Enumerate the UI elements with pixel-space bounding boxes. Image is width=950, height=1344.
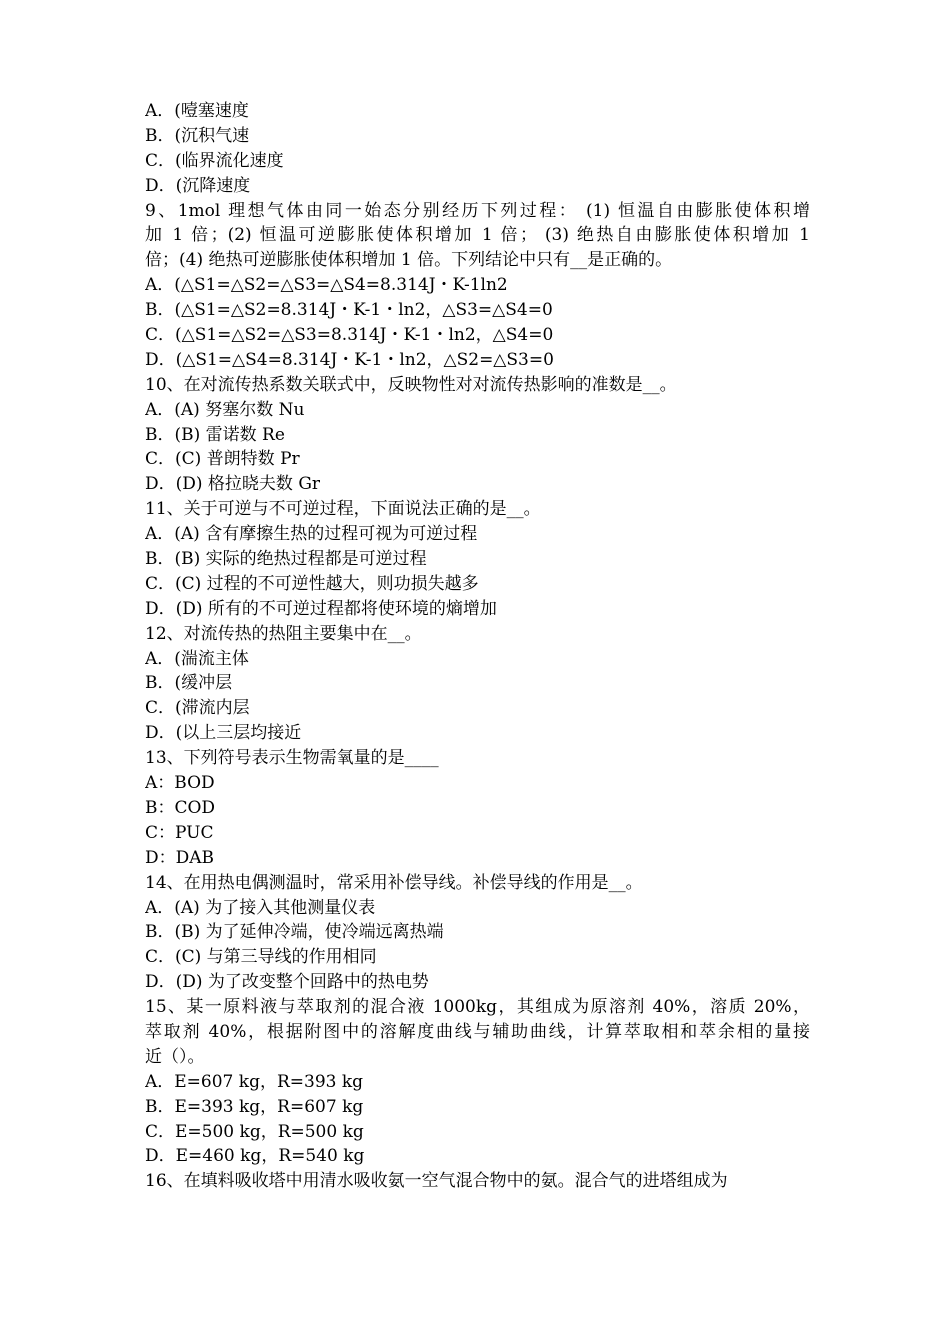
option-c: C．(C) 与第三导线的作用相同 [145, 947, 377, 968]
option-a: A．(湍流主体 [145, 648, 249, 669]
option-c: C．(临界流化速度 [145, 150, 284, 171]
option-b: B．(B) 雷诺数 Re [145, 424, 285, 445]
option-b: B．(△S1=△S2=8.314J・K-1・ln2，△S3=△S4=0 [145, 300, 553, 321]
option-a: A．(噎塞速度 [145, 101, 249, 121]
option-d: D．(以上三层均接近 [145, 723, 302, 744]
question-13: 13、下列符号表示生物需氧量的是____ [145, 748, 439, 769]
question-11: 11、关于可逆与不可逆过程，下面说法正确的是__。 [145, 499, 541, 520]
question-15-line-3: 近（）。 [145, 1046, 205, 1067]
option-d: D：DAB [145, 847, 215, 868]
option-c: C．E=500 kg，R=500 kg [145, 1121, 364, 1142]
question-9-line-1: 9、1mol 理想气体由同一始态分别经历下列过程： (1) 恒温自由膨胀使体积增 [145, 200, 810, 221]
option-b: B．(缓冲层 [145, 673, 233, 694]
option-c: C．(△S1=△S2=△S3=8.314J・K-1・ln2，△S4=0 [145, 325, 554, 346]
option-d: D．(D) 为了改变整个回路中的热电势 [145, 972, 429, 993]
question-9-line-3: 倍；(4) 绝热可逆膨胀使体积增加 1 倍。下列结论中只有__是正确的。 [145, 250, 673, 271]
option-b: B．E=393 kg，R=607 kg [145, 1096, 364, 1117]
question-10: 10、在对流传热系数关联式中，反映物性对对流传热影响的准数是__。 [145, 374, 677, 395]
question-15-line-2: 萃取剂 40%，根据附图中的溶解度曲线与辅助曲线，计算萃取相和萃余相的量接 [145, 1021, 810, 1042]
option-a: A．(A) 含有摩擦生热的过程可视为可逆过程 [145, 524, 478, 545]
option-d: D．(沉降速度 [145, 175, 251, 196]
option-d: D．(D) 格拉晓夫数 Gr [145, 474, 321, 495]
option-b: B．(B) 为了延伸冷端，使冷端远离热端 [145, 922, 444, 943]
option-a: A．(A) 为了接入其他测量仪表 [145, 897, 376, 918]
option-c: C．(C) 普朗特数 Pr [145, 449, 300, 470]
question-12: 12、对流传热的热阻主要集中在__。 [145, 623, 422, 644]
option-d: D．(D) 所有的不可逆过程都将使环境的熵增加 [145, 598, 497, 619]
question-15-line-1: 15、某一原料液与萃取剂的混合液 1000kg，其组成为原溶剂 40%，溶质 20%， [145, 997, 810, 1018]
option-c: C：PUC [145, 822, 214, 843]
document-page [145, 99, 810, 1194]
option-b: B．(沉积气速 [145, 125, 250, 146]
option-a: A．(A) 努塞尔数 Nu [145, 399, 305, 420]
option-a: A：BOD [145, 773, 215, 794]
question-9-line-2: 加 1 倍；(2) 恒温可逆膨胀使体积增加 1 倍； (3) 绝热自由膨胀使体积增加 1 [145, 225, 810, 246]
question-16-line-1: 16、在填料吸收塔中用清水吸收氨一空气混合物中的氨。混合气的进塔组成为 [145, 1171, 728, 1192]
option-a: A．(△S1=△S2=△S3=△S4=8.314J・K-1ln2 [145, 275, 508, 296]
option-d: D．E=460 kg，R=540 kg [145, 1146, 365, 1167]
question-14: 14、在用热电偶测温时，常采用补偿导线。补偿导线的作用是__。 [145, 872, 643, 893]
option-b: B．(B) 实际的绝热过程都是可逆过程 [145, 549, 427, 570]
option-c: C．(C) 过程的不可逆性越大，则功损失越多 [145, 573, 479, 594]
option-b: B：COD [145, 797, 216, 818]
option-c: C．(滞流内层 [145, 698, 250, 719]
option-d: D．(△S1=△S4=8.314J・K-1・ln2，△S2=△S3=0 [145, 349, 554, 370]
option-a: A．E=607 kg，R=393 kg [145, 1071, 364, 1092]
